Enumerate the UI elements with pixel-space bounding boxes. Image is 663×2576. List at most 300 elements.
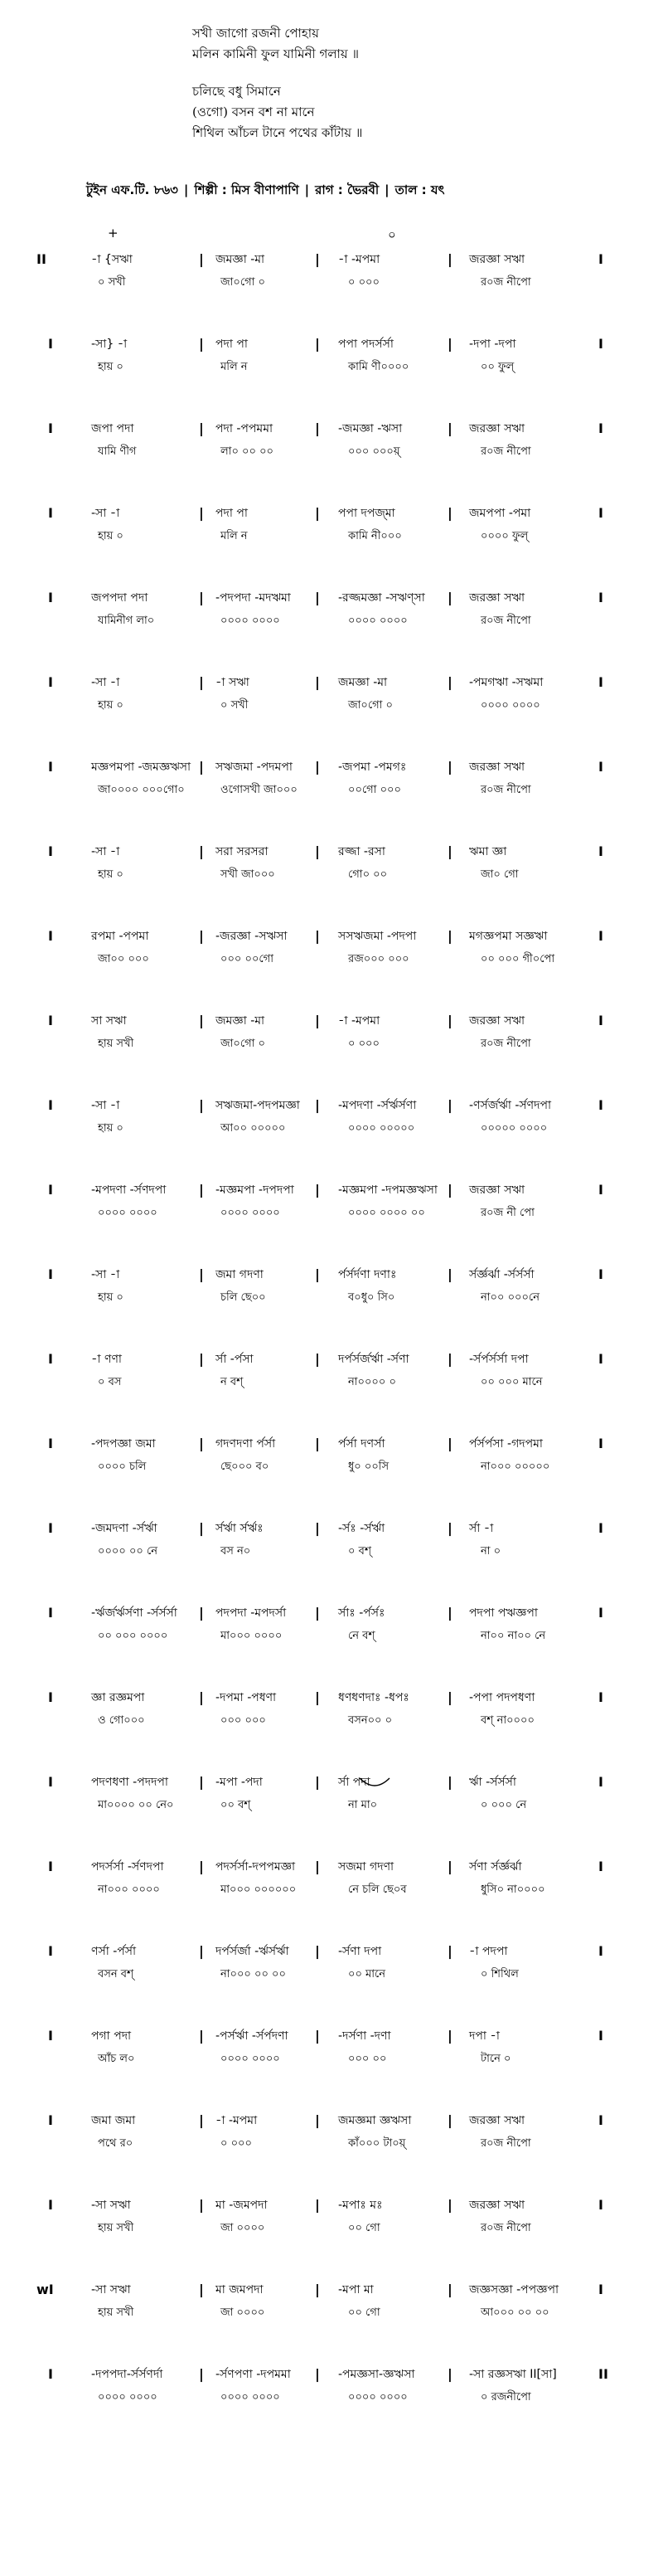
swara-group: পপা পদর্সর্সা: [338, 338, 394, 351]
lyric-line: [0, 1626, 663, 1647]
notation-row: [0, 418, 663, 463]
swara-line: [0, 1010, 663, 1032]
bar-end: I: [598, 674, 603, 690]
swara-group: জমপপা -পমা: [469, 507, 531, 520]
swara-group: -া {সঋা: [91, 253, 133, 266]
vibhag-divider: |: [448, 759, 452, 775]
bar-start: I: [48, 2366, 53, 2382]
swara-group: জপপদা পদা: [91, 591, 148, 605]
notation-row: [0, 2194, 663, 2239]
bar-end: I: [598, 2197, 603, 2213]
swara-line: [0, 841, 663, 863]
lyric-syllables: ০০০০ ০০০০: [348, 2391, 408, 2403]
lyric-syllables: টানে ০: [481, 2053, 511, 2065]
lyric-syllables: ০০০০ ০০০০: [220, 1207, 280, 1219]
vibhag-divider: |: [448, 2112, 452, 2128]
lyric-syllables: ০ সখী: [98, 276, 126, 289]
swara-line: [0, 1179, 663, 1201]
lyric-syllables: ০০০০ ০০০০: [98, 1207, 157, 1219]
lyric-syllables: হায় সখী: [98, 2222, 134, 2234]
lyric-syllables: মা০০০০ ০০ নে০: [98, 1799, 174, 1811]
swara-group: -মপদণা -র্সর্ঋর্সণা: [338, 1099, 417, 1112]
swara-line: [0, 333, 663, 355]
swara-group: -সা সঋা: [91, 2283, 131, 2297]
lyric-syllables: হায় ০: [98, 1122, 123, 1135]
lyric-syllables: গো০ ০০: [348, 868, 388, 881]
lyric-syllables: র০জ নীপো: [481, 784, 531, 796]
lyric-syllables: ০০০০০ ০০০০: [481, 1122, 548, 1135]
swara-group: জরজ্ঞা সঋা: [469, 761, 525, 774]
lyric-syllables: মলি ন: [220, 361, 248, 373]
vibhag-divider: |: [199, 843, 204, 859]
swara-group: ণর্সা -র্পর্সা: [91, 1945, 137, 1958]
lyric-line: [0, 1541, 663, 1563]
notation-row: [0, 1687, 663, 1732]
bar-end: I: [598, 2028, 603, 2044]
vibhag-divider: |: [315, 420, 320, 436]
vibhag-divider: |: [315, 336, 320, 352]
lyric-syllables: লা০ ০০ ০০: [220, 445, 273, 458]
tala-name: তাল : যৎ: [394, 182, 445, 197]
notation-row: [0, 1264, 663, 1309]
lyric-syllables: ০০০০ ফুল্: [481, 530, 529, 542]
vibhag-divider: |: [448, 1182, 452, 1198]
swara-group: দর্পর্সর্জর্ঋা -র্সণা: [338, 1353, 409, 1366]
bar-start: I: [48, 928, 53, 944]
lyric-syllables: নে বশ্: [348, 1630, 375, 1642]
lyric-syllables: না০০ না০০ নে: [481, 1630, 546, 1642]
bar-start: I: [48, 1351, 53, 1367]
lyric-line: [0, 357, 663, 378]
notation-row: [0, 1772, 663, 1816]
lyric-syllables: ও গো০০০: [98, 1714, 145, 1727]
lyric-syllables: হায় ০: [98, 1291, 123, 1304]
vibhag-divider: |: [315, 2282, 320, 2297]
lyric-line: [0, 272, 663, 294]
vibhag-divider: |: [315, 1689, 320, 1705]
bar-end: I: [598, 1520, 603, 1536]
vibhag-divider: |: [315, 1520, 320, 1536]
lyric-syllables: ০০০০ ০০০০: [220, 2053, 280, 2065]
bar-start: I: [48, 1182, 53, 1198]
vibhag-divider: |: [448, 843, 452, 859]
swara-group: -সা -া: [91, 676, 120, 689]
vibhag-divider: |: [448, 1774, 452, 1790]
vibhag-divider: |: [199, 1774, 204, 1790]
lyric-syllables: ০০ ০০০ ০০০০: [98, 1630, 168, 1642]
lyric-syllables: ০০০০ ০০০০: [220, 615, 280, 627]
lyric-syllables: ০০০০ ০০০০: [220, 2391, 280, 2403]
notation-row: [0, 1856, 663, 1901]
bar-start: I: [48, 2028, 53, 2044]
swara-group: -সা রজ্ঞসঋা II[সা]: [469, 2368, 557, 2381]
notation-row: [0, 2025, 663, 2070]
bar-start: I: [48, 1436, 53, 1451]
vibhag-divider: |: [448, 2366, 452, 2382]
vibhag-divider: |: [199, 2197, 204, 2213]
swara-line: [0, 2364, 663, 2385]
vibhag-divider: |: [315, 2197, 320, 2213]
vibhag-divider: |: [315, 1774, 320, 1790]
lyric-syllables: ০ ০০০: [220, 2137, 252, 2150]
vibhag-divider: |: [315, 2028, 320, 2044]
lyric-syllables: ০ ০০০ নে: [481, 1799, 527, 1811]
lyric-syllables: ০০০০ চলি: [98, 1461, 147, 1473]
bar-start: I: [48, 1013, 53, 1028]
vibhag-divider: |: [448, 1605, 452, 1621]
bar-start: II: [36, 251, 46, 267]
swara-group: -া পদপা: [469, 1945, 508, 1958]
vibhag-divider: |: [199, 1013, 204, 1028]
poem-line: চলিছে বধু সিমানে: [192, 84, 281, 99]
bar-end: I: [598, 420, 603, 436]
swara-group: -দপা -দপা: [469, 338, 516, 351]
lyric-syllables: পথে র০: [98, 2137, 133, 2150]
lyric-syllables: ০০০০ ০০০০০: [348, 1122, 415, 1135]
lyric-line: [0, 1456, 663, 1478]
bar-end: I: [598, 928, 603, 944]
vibhag-divider: |: [199, 1859, 204, 1874]
bar-end: I: [598, 2282, 603, 2297]
lyric-line: [0, 1710, 663, 1732]
vibhag-divider: |: [315, 928, 320, 944]
notation-row: [0, 1349, 663, 1393]
vibhag-divider: |: [199, 336, 204, 352]
lyric-syllables: না০০০ ০০০০: [98, 1883, 160, 1896]
swara-group: র্পর্সা দণর্সা: [338, 1437, 385, 1451]
swara-group: ধণধণদাঃ -ধপঃ: [338, 1691, 409, 1704]
swara-group: জমজ্ঞা -মা: [215, 253, 265, 266]
vibhag-divider: |: [448, 1520, 452, 1536]
swara-group: জমজ্ঞা -মা: [215, 1014, 265, 1028]
swara-group: দর্পর্সর্জা -র্ঋর্সর্ঋা: [215, 1945, 289, 1958]
bar-end: I: [598, 1266, 603, 1282]
swara-line: [0, 1518, 663, 1539]
vibhag-divider: |: [448, 1859, 452, 1874]
swara-line: [0, 1772, 663, 1793]
lyric-line: [0, 526, 663, 547]
lyric-syllables: ০০০০ ০০০০: [481, 699, 540, 712]
vibhag-divider: |: [315, 1351, 320, 1367]
vibhag-divider: |: [199, 1520, 204, 1536]
swara-group: সঋজমা-পদপমজ্ঞা: [215, 1099, 300, 1112]
lyric-syllables: যামি ণীগ: [98, 445, 137, 458]
vibhag-divider: |: [448, 420, 452, 436]
vibhag-divider: |: [448, 2028, 452, 2044]
swara-group: মজ্ঞপমপা -জমজ্ঞঋসা: [91, 761, 191, 774]
lyric-line: [0, 2387, 663, 2408]
swara-group: -সা} -া: [91, 338, 128, 351]
lyric-syllables: ০০ ০০০ গী০পো: [481, 953, 555, 965]
vibhag-divider: |: [199, 1943, 204, 1959]
lyric-syllables: কাঁ০০০ টা০য়্: [348, 2137, 406, 2150]
vibhag-divider: |: [315, 1605, 320, 1621]
swara-group: মা -জমপদা: [215, 2199, 268, 2212]
swara-group: জরজ্ঞা সঋা: [469, 1014, 525, 1028]
lyric-syllables: ০ সখী: [220, 699, 249, 712]
vibhag-divider: |: [199, 1436, 204, 1451]
notation-row: [0, 2110, 663, 2155]
lyric-syllables: আ০০ ০০০০০: [220, 1122, 286, 1135]
notation-row: [0, 1518, 663, 1563]
bar-start: I: [48, 843, 53, 859]
vibhag-divider: |: [199, 2112, 204, 2128]
swara-group: -জরজ্ঞা -সঋসা: [215, 930, 288, 943]
vibhag-divider: |: [199, 1351, 204, 1367]
vibhag-divider: |: [315, 1436, 320, 1451]
swara-line: [0, 1856, 663, 1878]
artist-name: শিল্পী : মিস বীণাপাণি: [194, 182, 299, 197]
bar-end: I: [598, 1351, 603, 1367]
notation-row: [0, 756, 663, 801]
bar-start: I: [48, 1520, 53, 1536]
swara-group: জ্ঞা রজ্ঞমপা: [91, 1691, 145, 1704]
lyric-line: [0, 695, 663, 717]
lyric-syllables: ০০০ ০০০: [220, 1714, 266, 1727]
lyric-syllables: ০০ মানে: [348, 1968, 386, 1981]
bar-end: I: [598, 1689, 603, 1705]
lyric-syllables: যামিনীগ লা০: [98, 615, 155, 627]
swara-group: -দপমা -পধণা: [215, 1691, 277, 1704]
bar-start: I: [48, 1859, 53, 1874]
swara-group: -পমগঋা -সঋমা: [469, 676, 544, 689]
lyric-syllables: ব০ধু০ সি০: [348, 1291, 395, 1304]
lyric-line: [0, 1118, 663, 1140]
swara-group: সরা সরসরা: [215, 845, 269, 858]
swara-group: পপা দপজ্মা: [338, 507, 395, 520]
lyric-syllables: না মা০: [348, 1799, 378, 1811]
poem-line: সখী জাগো রজনী পোহায়: [192, 26, 319, 41]
vibhag-divider: |: [315, 2112, 320, 2128]
swara-line: [0, 672, 663, 693]
bar-end: I: [598, 1013, 603, 1028]
lyric-syllables: জা০গো ০: [348, 699, 394, 712]
swara-line: [0, 2110, 663, 2131]
swara-group: সজমা গদণা: [338, 1860, 394, 1874]
lyric-syllables: বসন০০ ০: [348, 1714, 393, 1727]
swara-group: -পদপদা -মদঋমা: [215, 591, 291, 605]
notation-row: [0, 503, 663, 547]
swara-group: পদা পা: [215, 507, 248, 520]
notation-row: [0, 1095, 663, 1140]
vibhag-divider: |: [448, 1351, 452, 1367]
swara-line: [0, 587, 663, 609]
lyric-syllables: জা০গো ০: [220, 276, 266, 289]
vibhag-divider: |: [448, 1436, 452, 1451]
poem-stanza-gap: [192, 65, 590, 81]
notation-row: [0, 1433, 663, 1478]
swara-line: [0, 1687, 663, 1708]
swara-group: -সা -া: [91, 845, 120, 858]
vibhag-divider: |: [199, 251, 204, 267]
vibhag-divider: |: [315, 1943, 320, 1959]
lyric-syllables: বসন বশ্: [98, 1968, 134, 1981]
lyric-syllables: ০০ গো: [348, 2222, 380, 2234]
vibhag-divider: |: [199, 759, 204, 775]
lyric-syllables: জা০০ ০০০: [98, 953, 149, 965]
lyric-syllables: না০০০ ০০ ০০: [220, 1968, 286, 1981]
bar-end: I: [598, 590, 603, 605]
swara-group: পদর্সর্সা -র্সণদপা: [91, 1860, 164, 1874]
vibhag-divider: |: [199, 420, 204, 436]
lyric-syllables: ০ বস: [98, 1376, 122, 1388]
bar-end: I: [598, 336, 603, 352]
vibhag-divider: |: [315, 2366, 320, 2382]
lyric-syllables: ০০০০ ০০০০: [98, 2391, 157, 2403]
lyric-syllables: ওগোসখী জা০০০: [220, 784, 298, 796]
swara-group: -মজ্ঞমপা -দপদপা: [215, 1184, 294, 1197]
swara-group: র্সাঃ -র্পর্সঃ: [338, 1606, 385, 1620]
lyric-syllables: আ০০০ ০০ ০০: [481, 2306, 549, 2319]
lyric-syllables: র০জ নী পো: [481, 1207, 535, 1219]
swara-group: পদা পা: [215, 338, 248, 351]
lyric-line: [0, 864, 663, 886]
lyric-syllables: ০০০ ০০গো: [220, 953, 273, 965]
swara-line: [0, 1941, 663, 1962]
swara-group: -া -মপমা: [215, 2114, 258, 2127]
meta-separator: |: [183, 182, 189, 197]
swara-group: -পদপজ্ঞা জমা: [91, 1437, 156, 1451]
swara-group: জমজ্ঞমা জ্ঞঋসা: [338, 2114, 412, 2127]
bar-start: I: [48, 759, 53, 775]
vibhag-divider: |: [448, 2282, 452, 2297]
vibhag-divider: |: [315, 1013, 320, 1028]
notation-row: [0, 2364, 663, 2408]
swara-group: র্সা -া: [469, 1522, 494, 1535]
lyric-syllables: র০জ নীপো: [481, 276, 531, 289]
notation-row: [0, 841, 663, 886]
swara-line: [0, 2025, 663, 2047]
lyric-line: [0, 1287, 663, 1309]
swara-group: রজ্জা -রসা: [338, 845, 385, 858]
bar-start: I: [48, 2197, 53, 2213]
swara-group: জমা জমা: [91, 2114, 136, 2127]
vibhag-divider: |: [315, 843, 320, 859]
lyric-line: [0, 1964, 663, 1985]
swara-group: পগা পদা: [91, 2029, 132, 2043]
swara-group: র্সা পদা: [338, 1776, 370, 1789]
lyric-line: [0, 2133, 663, 2155]
poem-line: শিথিল আঁচল টানে পথের কাঁটায় ॥: [192, 125, 363, 140]
swara-group: ঋমা জ্ঞা: [469, 845, 507, 858]
lyric-syllables: নে চলি ছে০ব: [348, 1883, 407, 1896]
swara-line: [0, 926, 663, 947]
swara-group: সা সঋা: [91, 1014, 127, 1028]
vibhag-divider: |: [315, 759, 320, 775]
lyric-syllables: চলি ছে০০: [220, 1291, 266, 1304]
swara-group: -া সঋা: [215, 676, 249, 689]
swara-group: র্পর্সর্দণা দণাঃ: [338, 1268, 397, 1281]
lyric-syllables: ন বশ্: [220, 1376, 244, 1388]
lyric-line: [0, 1033, 663, 1055]
bar-start: I: [48, 1266, 53, 1282]
swara-group: পদপা পঋজ্ঞপা: [469, 1606, 538, 1620]
lyric-syllables: ০ ০০০: [348, 1038, 380, 1050]
bar-start: I: [48, 505, 53, 521]
bar-start: I: [48, 2112, 53, 2128]
swara-group: জমজ্ঞা -মা: [338, 676, 388, 689]
lyric-line: [0, 949, 663, 970]
swara-group: মগজ্ঞপমা সজ্ঞঋা: [469, 930, 548, 943]
lyric-syllables: সখী জা০০০: [220, 868, 275, 881]
swara-group: -সা সঋা: [91, 2199, 131, 2212]
lyric-syllables: ছে০০০ ব০: [220, 1461, 269, 1473]
lyric-syllables: হায় ০: [98, 530, 123, 542]
poem-line: (ওগো) বসন বশ না মানে: [192, 104, 315, 119]
bar-end: I: [598, 1605, 603, 1621]
swara-group: -মপা -পদা: [215, 1776, 263, 1789]
swara-group: জরজ্ঞা সঋা: [469, 422, 525, 435]
lyric-line: [0, 610, 663, 632]
tala-marks: [56, 226, 587, 244]
lyric-syllables: ০ ০০০: [348, 276, 380, 289]
notation-row: [0, 587, 663, 632]
swara-group: -র্ঋর্জর্ঋর্সণা -র্সর্সর্সা: [91, 1606, 177, 1620]
swara-group: মা জমপদা: [215, 2283, 264, 2297]
lyric-syllables: র০জ নীপো: [481, 2222, 531, 2234]
lyric-syllables: রজ০০০ ০০০: [348, 953, 409, 965]
swara-group: -পমজ্ঞসা-জ্ঞঋসা: [338, 2368, 415, 2381]
bar-start: I: [48, 1097, 53, 1113]
bar-end: I: [598, 2112, 603, 2128]
lyric-syllables: না০০০০ ০: [348, 1376, 396, 1388]
lyric-syllables: মলি ন: [220, 530, 248, 542]
swara-group: -পপা পদপধণা: [469, 1691, 535, 1704]
khali-mark: ০: [388, 227, 396, 242]
lyric-syllables: ধু০ ০০সি: [348, 1461, 390, 1473]
swara-group: র্পর্সর্পসা -গদপমা: [469, 1437, 543, 1451]
lyric-poem: [192, 23, 590, 143]
swara-group: -র্সর্পর্সর্সা দপা: [469, 1353, 529, 1366]
lyric-syllables: র০জ নীপো: [481, 445, 531, 458]
swara-group: পদা -পপমমা: [215, 422, 273, 435]
swara-group: -মপদণা -র্সণদপা: [91, 1184, 167, 1197]
swara-group: রপমা -পপমা: [91, 930, 149, 943]
notation-row: [0, 249, 663, 294]
lyric-syllables: হায় সখী: [98, 2306, 134, 2319]
lyric-syllables: ০০গো ০০০: [348, 784, 401, 796]
swara-group: র্সর্ঋা র্সর্ঋঃ: [215, 1522, 264, 1535]
notation-row: [0, 926, 663, 970]
lyric-syllables: জা০গো ০: [220, 1038, 266, 1050]
swara-line: [0, 1095, 663, 1116]
swara-group: জরজ্ঞা সঋা: [469, 2199, 525, 2212]
bar-start: I: [48, 674, 53, 690]
lyric-syllables: ০০০ ০০: [348, 2053, 387, 2065]
bar-end: I: [598, 1943, 603, 1959]
lyric-syllables: হায় ০: [98, 868, 123, 881]
swara-group: জরজ্ঞা সঋা: [469, 253, 525, 266]
lyric-line: [0, 1372, 663, 1393]
swara-group: সসঋজমা -পদপা: [338, 930, 417, 943]
vibhag-divider: |: [448, 1689, 452, 1705]
lyric-syllables: কামি ণী০০০০: [348, 361, 409, 373]
bar-end: I: [598, 1436, 603, 1451]
swara-line: [0, 1602, 663, 1624]
lyric-syllables: জা ০০০০: [220, 2222, 265, 2234]
swara-line: [0, 756, 663, 778]
bar-end: I: [598, 1182, 603, 1198]
swara-group: জরজ্ঞা সঋা: [469, 2114, 525, 2127]
vibhag-divider: |: [199, 928, 204, 944]
vibhag-divider: |: [315, 251, 320, 267]
vibhag-divider: |: [448, 1266, 452, 1282]
lyric-line: [0, 780, 663, 801]
lyric-syllables: কামি নী০০০: [348, 530, 402, 542]
swara-group: -সা -া: [91, 1268, 120, 1281]
bar-start: I: [48, 1943, 53, 1959]
swara-group: -র্সঃ -র্সর্ঋা: [338, 1522, 385, 1535]
